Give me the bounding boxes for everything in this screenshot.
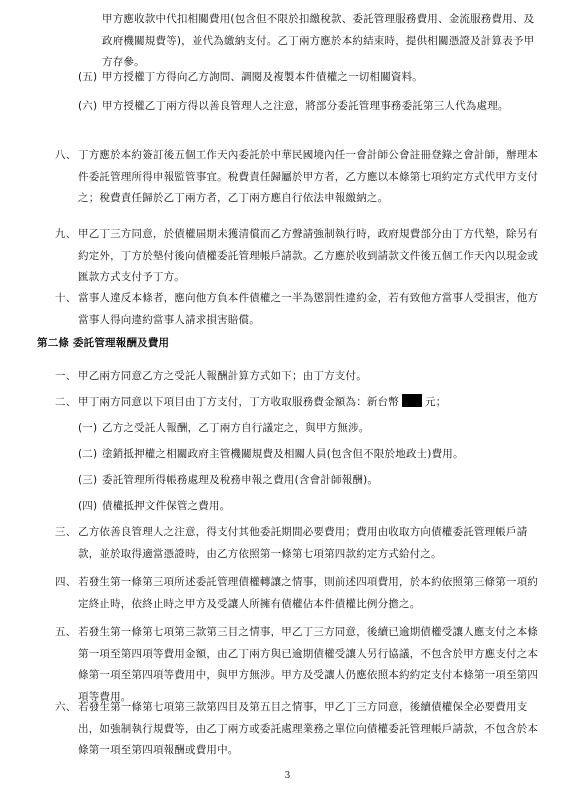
list-item: [55, 522, 542, 565]
item-text: 若發生第一條第七項第三款第四目及第五目之情事，甲乙丁三方同意，後續債權保全必要費用支出，如強制執行規費等，由乙丁兩方或委託處理業務之單位向債權委託管理帳戶請款，不包含於本條第一項至第四項報酬或費用中。: [78, 701, 539, 756]
item-number: 二、: [55, 396, 77, 408]
redacted-amount: [402, 394, 422, 407]
item-number: (四): [78, 500, 98, 512]
item-text: 甲丁兩方同意以下項目由丁方支付，丁方收取服務費金額為：新台幣: [78, 396, 399, 408]
item-text: 甲方授權丁方得向乙方詢問、調閱及複製本件債權之一切相關資料。: [102, 71, 423, 83]
item-text: 甲乙兩方同意乙方之受託人報酬計算方式如下；由丁方支付。: [78, 370, 367, 382]
item-text: 乙方之受託人報酬，乙丁兩方自行議定之，與甲方無涉。: [102, 422, 370, 434]
item-number: 四、: [55, 576, 77, 588]
item-text: 若發生第一條第七項第三款第三目之情事，甲乙丁三方同意，後續已逾期債權受讓人應支付之本條第一項至第四項等費用金額，由乙丁兩方與已逾期債權受讓人另行協議，不包含於甲方應支付之本條第一項至第四項等費用中，與甲方無涉。甲方及受讓人仍應依照本約約定支付本條第一項至第四項等費用。: [78, 626, 539, 703]
item-number: (一): [78, 422, 98, 434]
section-heading: [37, 333, 542, 355]
item-number: (五): [78, 71, 98, 83]
section-heading-text: 第二條 委託管理報酬及費用: [37, 337, 170, 349]
list-item: [78, 496, 542, 518]
item-text: 委託管理所得帳務處理及稅務申報之費用(含會計師報酬)。: [102, 474, 379, 486]
page-number: 3: [284, 771, 291, 781]
list-item: [55, 697, 542, 762]
item-number: 八、: [55, 149, 77, 161]
list-item: [55, 622, 542, 708]
list-item: [55, 366, 542, 388]
list-item: [78, 96, 542, 118]
item-number: 五、: [55, 626, 77, 638]
item-number: (三): [78, 474, 98, 486]
list-item: [78, 444, 542, 466]
item-text: 若發生第一條第三項所述委託管理債權轉讓之情事，則前述四項費用，於本約依照第三條第一項約定終止時，依終止時之甲方及受讓人所擁有債權佔本件債權比例分擔之。: [78, 576, 539, 610]
list-item: [55, 572, 542, 615]
item-number: (六): [78, 100, 98, 112]
item-text: 塗銷抵押權之相關政府主管機關規費及相關人員(包含但不限於地政士)費用。: [102, 448, 464, 460]
item-text: 甲方授權乙丁兩方得以善良管理人之注意，將部分委託管理事務委託第三人代為處理。: [102, 100, 509, 112]
list-item: [78, 418, 542, 440]
list-item: [78, 67, 542, 89]
item-number: 六、: [55, 701, 77, 713]
item-text: 甲乙丁三方同意，於債權屆期未獲清償而乙方聲請強制執行時，政府規費部分由丁方代墊，除另有約定外，丁方於墊付後向債權委託管理帳戶請款。乙方應於收到請款文件後五個工作天內以現金或匯款方式支付予丁方。: [78, 228, 539, 283]
item-text: 當事人違反本條者，應向他方負本件債權之一半為懲罰性違約金，若有致他方當事人受損害，他方當事人得向違約當事人請求損害賠償。: [78, 292, 539, 326]
continuation-paragraph: [102, 9, 542, 74]
item-text-wrapper: [55, 392, 542, 414]
item-number: 九、: [55, 228, 77, 240]
item-number: (二): [78, 448, 98, 460]
list-item: [55, 145, 542, 210]
item-text-suffix: 元；: [425, 396, 447, 408]
continuation-text: 甲方應收款中代扣相關費用(包含但不限於扣繳稅款、委託管理服務費用、金流服務費用、及政府機關規費等)，並代為繳納支付。乙丁兩方應於本約結束時，提供相關憑證及計算表予甲方存參。: [102, 13, 535, 68]
list-item: [78, 470, 542, 492]
list-item: [55, 224, 542, 289]
item-number: 一、: [55, 370, 77, 382]
item-text: 債權抵押文件保管之費用。: [102, 500, 231, 512]
item-text: 丁方應於本約簽訂後五個工作天內委託於中華民國境內任一會計師公會註冊登錄之會計師，辦理本件委託管理所得申報監管事宜。稅費責任歸屬於甲方者，乙方應以本條第七項約定方式代甲方支付之；稅費責任歸於乙丁兩方者，乙丁兩方應自行依法申報繳納之。: [78, 149, 539, 204]
item-text: 乙方依善良管理人之注意，得支付其他委託期間必要費用；費用由收取方向債權委託管理帳戶請款，並於取得適當憑證時，由乙方依照第一條第七項第四款約定方式給付之。: [78, 526, 528, 560]
list-item: [55, 392, 542, 414]
list-item: [55, 288, 542, 331]
item-number: 十、: [55, 292, 77, 304]
item-number: 三、: [55, 526, 77, 538]
